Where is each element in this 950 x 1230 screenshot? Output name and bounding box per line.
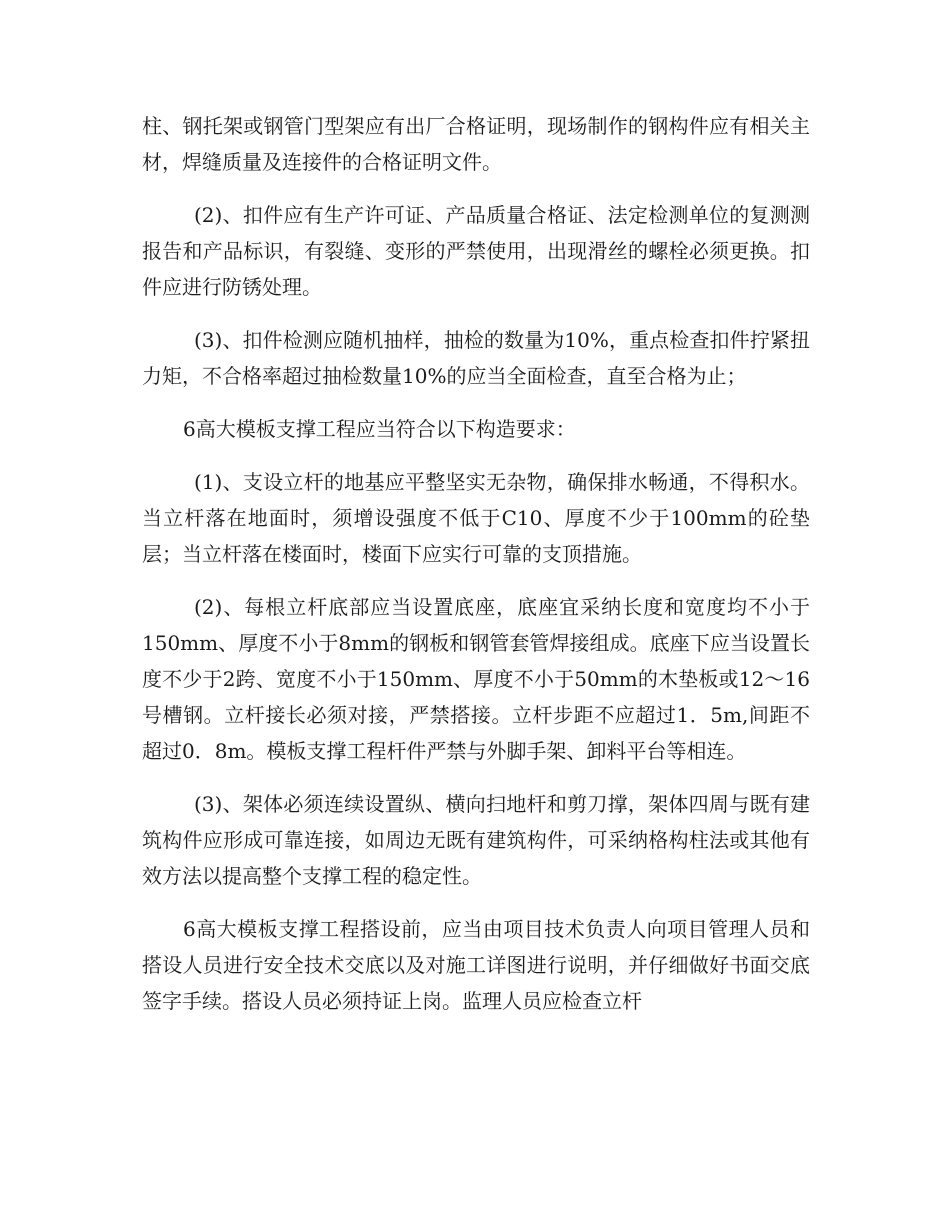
paragraph-item-3-fastener-testing: (3)、扣件检测应随机抽样，抽检的数量为10%，重点检查扣件拧紧扭力矩，不合格率超过抽检数量10%的应当全面检查，直至合格为止； [142,328,810,388]
paragraph-item-2-base-plates: (2)、每根立杆底部应当设置底座，底座宜采纳长度和宽度均不小于150mm、厚度不小于8mm的钢板和钢管套管焊接组成。底座下应当设置长度不少于2跨、宽度不小于150mm、厚度不小于50mm的木垫板或12～16号槽钢。立杆接长必须对接，严禁搭接。立杆步距不应超过1．5m,间距不超过0．8m。模板支撑工程杆件严禁与外脚手架、卸料平台等相连。 [142,595,810,763]
paragraph-item-1-foundation: (1)、支设立杆的地基应平整坚实无杂物，确保排水畅通，不得积水。当立杆落在地面时，须增设强度不低于C10、厚度不少于100mm的砼垫层；当立杆落在楼面时，楼面下应实行可靠的支顶措施。 [142,470,810,566]
paragraph-material-certificates: 柱、钢托架或钢管门型架应有出厂合格证明，现场制作的钢构件应有相关主材，焊缝质量及连接件的合格证明文件。 [142,114,810,174]
document-page [142,108,810,1036]
paragraph-item-3-bracing: (3)、架体必须连续设置纵、横向扫地杆和剪刀撑，架体四周与既有建筑构件应形成可靠连接，如周边无既有建筑构件，可采纳格构柱法或其他有效方法以提高整个支撑工程的稳定性。 [142,792,810,888]
paragraph-section-6-construction-requirements: 6高大模板支撑工程应当符合以下构造要求： [183,417,576,441]
paragraph-item-2-fasteners: (2)、扣件应有生产许可证、产品质量合格证、法定检测单位的复测测报告和产品标识，有裂缝、变形的严禁使用，出现滑丝的螺栓必须更换。扣件应进行防锈处理。 [142,203,810,299]
paragraph-section-6-pre-erection-briefing: 6高大模板支撑工程搭设前，应当由项目技术负责人向项目管理人员和搭设人员进行安全技术交底以及对施工详图进行说明，并仔细做好书面交底签字手续。搭设人员必须持证上岗。监理人员应检查立杆 [142,917,810,1013]
